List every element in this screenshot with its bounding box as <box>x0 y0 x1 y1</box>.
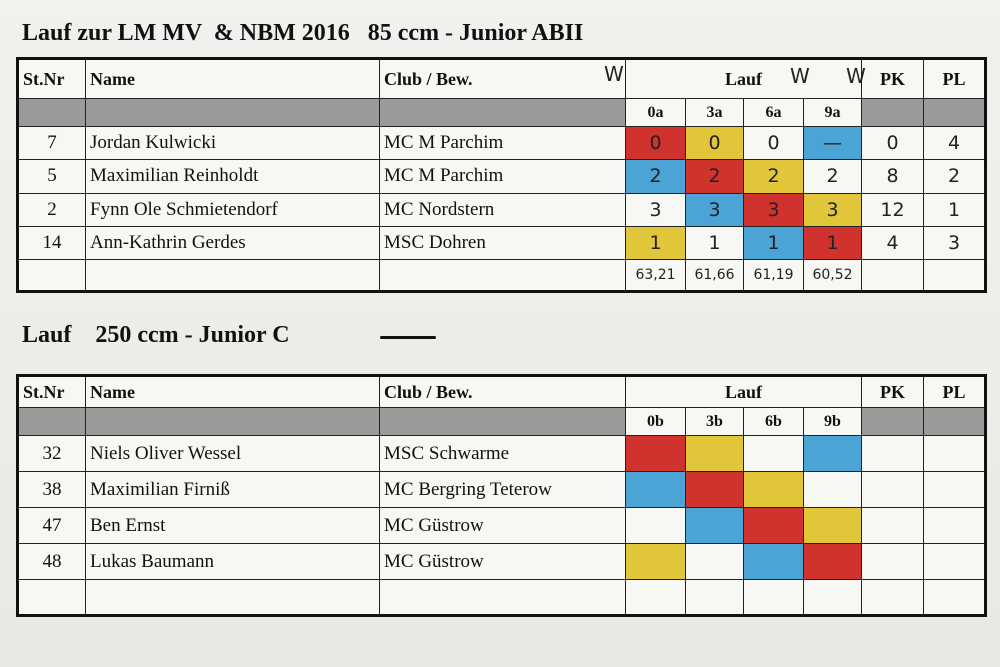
points-pk: 12 <box>862 193 924 226</box>
start-number: 7 <box>18 127 86 160</box>
heat-color-cell <box>744 508 804 544</box>
shade-cell <box>380 408 626 436</box>
header-name: Name <box>86 59 380 99</box>
table-row <box>18 436 986 472</box>
points-pk <box>862 472 924 508</box>
table-row <box>18 160 986 193</box>
shade-cell <box>862 408 924 436</box>
rider-name: Maximilian Reinholdt <box>86 160 380 193</box>
header-stnr: St.Nr <box>18 59 86 99</box>
header-stnr: St.Nr <box>18 376 86 408</box>
heat-color-cell <box>804 436 862 472</box>
heat-result: 3 <box>804 193 862 226</box>
heat-color-cell <box>804 508 862 544</box>
section2-title: Lauf 250 ccm - Junior C <box>22 322 290 348</box>
shade-cell <box>862 99 924 127</box>
empty-cell <box>924 259 986 291</box>
rider-club: MC Güstrow <box>380 544 626 580</box>
rider-name: Jordan Kulwicki <box>86 127 380 160</box>
empty-cell <box>686 580 744 616</box>
rider-club: MC Nordstern <box>380 193 626 226</box>
place-pl <box>924 436 986 472</box>
rider-club: MSC Dohren <box>380 226 626 259</box>
start-number: 32 <box>18 436 86 472</box>
points-pk: 0 <box>862 127 924 160</box>
place-pl <box>924 544 986 580</box>
heat-result: 2 <box>626 160 686 193</box>
heat-color-cell <box>686 436 744 472</box>
shade-cell <box>18 408 86 436</box>
shade-cell <box>18 99 86 127</box>
section1-table <box>16 57 987 293</box>
place-pl <box>924 472 986 508</box>
heat-color-cell <box>626 472 686 508</box>
heat-result: 0 <box>744 127 804 160</box>
empty-cell <box>862 259 924 291</box>
heat-time: 61,19 <box>744 259 804 291</box>
heat-time: 60,52 <box>804 259 862 291</box>
start-number: 2 <box>18 193 86 226</box>
shade-cell <box>86 408 380 436</box>
place-pl: 1 <box>924 193 986 226</box>
rider-club: MC M Parchim <box>380 160 626 193</box>
header-name: Name <box>86 376 380 408</box>
heat-color-cell <box>744 472 804 508</box>
rider-name: Ann-Kathrin Gerdes <box>86 226 380 259</box>
heat-label: 3b <box>686 408 744 436</box>
heat-result: 0 <box>686 127 744 160</box>
heat-label: 9a <box>804 99 862 127</box>
heat-result: 1 <box>804 226 862 259</box>
heat-label: 6b <box>744 408 804 436</box>
header-club: Club / Bew. <box>380 376 626 408</box>
section1-title: Lauf zur LM MV & NBM 2016 85 ccm - Junior ABII <box>22 20 584 46</box>
heat-result: 3 <box>686 193 744 226</box>
heat-color-cell <box>626 544 686 580</box>
header-pk: PK <box>862 59 924 99</box>
start-number: 5 <box>18 160 86 193</box>
rider-name: Niels Oliver Wessel <box>86 436 380 472</box>
empty-cell <box>18 259 86 291</box>
rider-name: Fynn Ole Schmietendorf <box>86 193 380 226</box>
heat-color-cell <box>804 544 862 580</box>
empty-cell <box>18 580 86 616</box>
heat-time: 61,66 <box>686 259 744 291</box>
empty-cell <box>86 580 380 616</box>
table-row <box>18 544 986 580</box>
heat-label: 6a <box>744 99 804 127</box>
hand-dash <box>380 336 436 339</box>
empty-cell <box>86 259 380 291</box>
rider-club: MC M Parchim <box>380 127 626 160</box>
empty-cell <box>804 580 862 616</box>
heat-label: 3a <box>686 99 744 127</box>
heat-color-cell <box>744 544 804 580</box>
shade-cell <box>924 408 986 436</box>
start-number: 47 <box>18 508 86 544</box>
heat-result: 0 <box>626 127 686 160</box>
heat-result: 1 <box>686 226 744 259</box>
rider-club: MSC Schwarme <box>380 436 626 472</box>
points-pk: 4 <box>862 226 924 259</box>
rider-name: Lukas Baumann <box>86 544 380 580</box>
heat-result: 2 <box>744 160 804 193</box>
heat-color-cell <box>626 508 686 544</box>
header-pl: PL <box>924 376 986 408</box>
empty-cell <box>744 580 804 616</box>
start-number: 38 <box>18 472 86 508</box>
rider-club: MC Bergring Teterow <box>380 472 626 508</box>
table-row <box>18 508 986 544</box>
empty-cell <box>924 580 986 616</box>
points-pk <box>862 508 924 544</box>
start-number: 14 <box>18 226 86 259</box>
heat-result: 3 <box>626 193 686 226</box>
points-pk: 8 <box>862 160 924 193</box>
table-row <box>18 226 986 259</box>
rider-name: Ben Ernst <box>86 508 380 544</box>
table-row <box>18 127 986 160</box>
heat-color-cell <box>686 544 744 580</box>
place-pl: 2 <box>924 160 986 193</box>
start-number: 48 <box>18 544 86 580</box>
heat-result: 1 <box>744 226 804 259</box>
section2-table <box>16 374 987 617</box>
place-pl <box>924 508 986 544</box>
points-pk <box>862 544 924 580</box>
shade-cell <box>86 99 380 127</box>
table-row <box>18 472 986 508</box>
heat-color-cell <box>804 472 862 508</box>
heat-label: 9b <box>804 408 862 436</box>
heat-color-cell <box>686 508 744 544</box>
header-club: Club / Bew. <box>380 59 626 99</box>
place-pl: 4 <box>924 127 986 160</box>
empty-cell <box>626 580 686 616</box>
heat-result: 2 <box>686 160 744 193</box>
header-pl: PL <box>924 59 986 99</box>
header-lauf: Lauf <box>626 59 862 99</box>
hand-mark: W <box>604 62 624 86</box>
empty-cell <box>380 580 626 616</box>
shade-cell <box>380 99 626 127</box>
hand-mark: W <box>846 64 866 88</box>
heat-color-cell <box>686 472 744 508</box>
rider-name: Maximilian Firniß <box>86 472 380 508</box>
table-row <box>18 193 986 226</box>
heat-result: — <box>804 127 862 160</box>
heat-result: 2 <box>804 160 862 193</box>
heat-result: 3 <box>744 193 804 226</box>
points-pk <box>862 436 924 472</box>
empty-cell <box>862 580 924 616</box>
rider-club: MC Güstrow <box>380 508 626 544</box>
header-pk: PK <box>862 376 924 408</box>
heat-time: 63,21 <box>626 259 686 291</box>
heat-label: 0b <box>626 408 686 436</box>
shade-cell <box>924 99 986 127</box>
heat-color-cell <box>744 436 804 472</box>
heat-color-cell <box>626 436 686 472</box>
place-pl: 3 <box>924 226 986 259</box>
heat-label: 0a <box>626 99 686 127</box>
empty-cell <box>380 259 626 291</box>
header-lauf: Lauf <box>626 376 862 408</box>
heat-result: 1 <box>626 226 686 259</box>
hand-mark: W <box>790 64 810 88</box>
